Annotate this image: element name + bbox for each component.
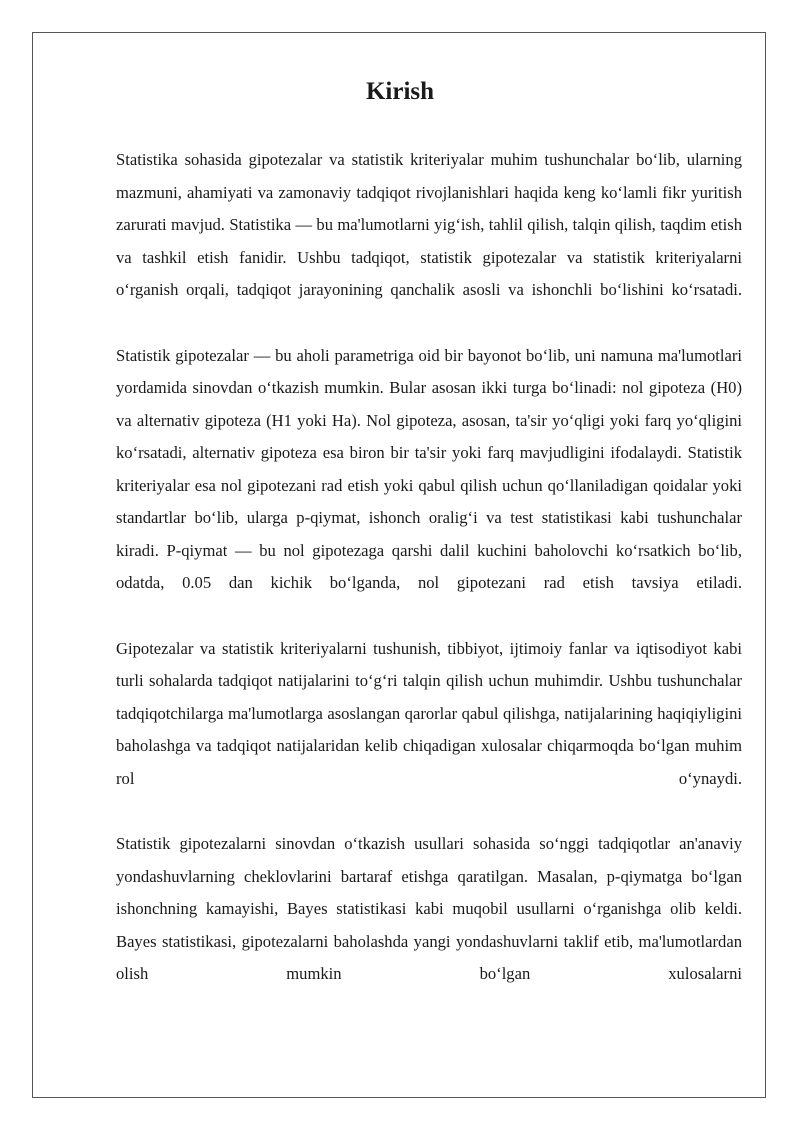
paragraph: Statistik gipotezalarni sinovdan o‘tkazish usullari sohasida so‘nggi tadqiqotlar an'anaviy yondashuvlarning cheklovlarini bartaraf etishga qaratilgan. Masalan, p-qiymatga bo‘lgan ishonchning kamayishi, Bayes statistikasi kabi muqobil usullarni o‘rganishga olib keldi. Bayes statistikasi, gipotezalarni baholashda yangi yondashuvlarni taklif etib, ma'lumotlardan olish mumkin bo‘lgan xulosalarni bbox=[116, 834, 742, 983]
document-body bbox=[116, 144, 742, 1024]
paragraph: Statistik gipotezalar — bu aholi parametriga oid bir bayonot bo‘lib, uni namuna ma'lumotlari yordamida sinovdan o‘tkazish mumkin. Bular asosan ikki turga bo‘linadi: nol gipoteza (H0) va alternativ gipoteza (H1 yoki Ha). Nol gipoteza, asosan, ta'sir yo‘qligi yoki farq yo‘qligini ko‘rsatadi, alternativ gipoteza esa biron bir ta'sir yoki farq mavjudligini ifodalaydi. Statistik kriteriyalar esa nol gipotezani rad etish yoki qabul qilish uchun qo‘llaniladigan qoidalar yoki standartlar bo‘lib, ularga p-qiymat, ishonch oralig‘i va test statistikasi kabi tushunchalar kiradi. P-qiymat — bu nol gipotezaga qarshi dalil kuchini baholovchi ko‘rsatkich bo‘lib, odatda, 0.05 dan kichik bo‘lganda, nol gipotezani rad etish tavsiya etiladi. bbox=[116, 345, 742, 592]
page-title: Kirish bbox=[365, 78, 435, 105]
paragraph: Gipotezalar va statistik kriteriyalarni tushunish, tibbiyot, ijtimoiy fanlar va iqtisodiyot kabi turli sohalarda tadqiqot natijalarini to‘g‘ri talqin qilish uchun muhimdir. Ushbu tushunchalar tadqiqotchilarga ma'lumotlarga asoslangan qarorlar qabul qilishga, natijalarining haqiqiyligini baholashga va tadqiqot natijalaridan kelib chiqadigan xulosalar chiqarmoqda bo‘lgan muhim rol o‘ynaydi. bbox=[116, 638, 742, 788]
paragraph: Statistika sohasida gipotezalar va statistik kriteriyalar muhim tushunchalar bo‘lib, ularning mazmuni, ahamiyati va zamonaviy tadqiqot rivojlanishlari haqida keng ko‘lamli fikr yuritish zarurati mavjud. Statistika — bu ma'lumotlarni yig‘ish, tahlil qilish, talqin qilish, taqdim etish va tashkil etish fanidir. Ushbu tadqiqot, statistik gipotezalar va statistik kriteriyalarni o‘rganish orqali, tadqiqot jarayonining qanchalik asosli va ishonchli bo‘lishini ko‘rsatadi. bbox=[116, 150, 742, 299]
